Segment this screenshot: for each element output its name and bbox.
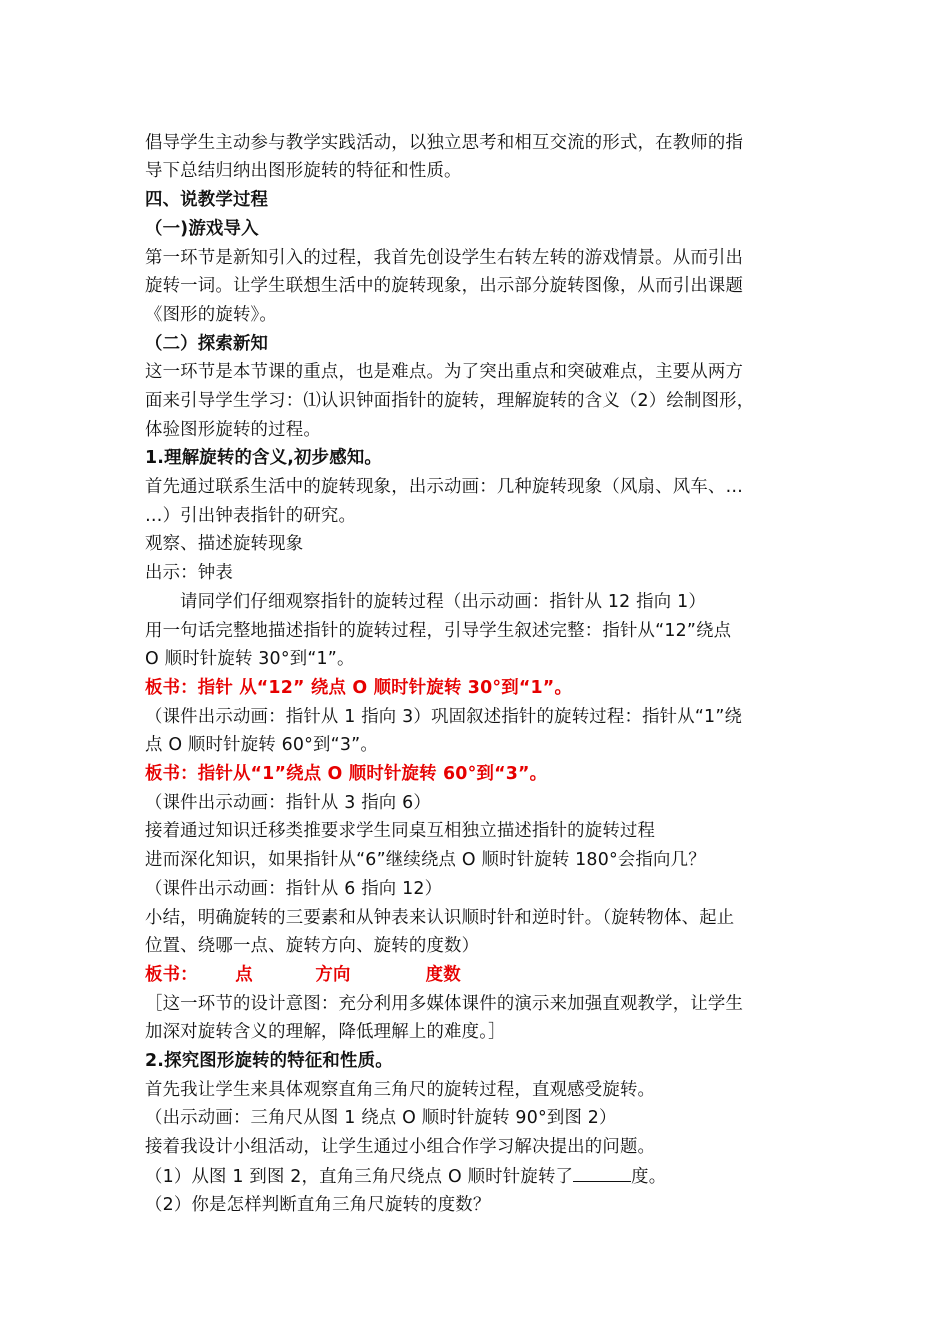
paragraph-line: 这一环节是本节课的重点，也是难点。为了突出重点和突破难点，主要从两方	[145, 362, 744, 382]
board-note: 板书： 点 方向 度数	[145, 965, 461, 985]
paragraph-line: 请同学们仔细观察指针的旋转过程（出示动画：指针从 12 指向 1）	[180, 592, 706, 612]
paragraph-line: 体验图形旋转的过程。	[145, 420, 321, 440]
paragraph-line: 接着通过知识迁移类推要求学生同桌互相独立描述指针的旋转过程	[145, 821, 656, 841]
question-unit: 度。	[631, 1167, 667, 1187]
paragraph-line: （课件出示动画：指针从 3 指向 6）	[145, 793, 431, 813]
paragraph-line: 位置、绕哪一点、旋转方向、旋转的度数）	[145, 936, 480, 956]
paragraph-line: O 顺时针旋转 30°到“1”。	[145, 649, 355, 669]
paragraph-line: 用一句话完整地描述指针的旋转过程，引导学生叙述完整：指针从“12”绕点	[145, 621, 732, 641]
paragraph-line: （出示动画：三角尺从图 1 绕点 O 顺时针旋转 90°到图 2）	[145, 1108, 617, 1128]
numbered-heading: 2.探究图形旋转的特征和性质。	[145, 1051, 393, 1071]
paragraph-line: （课件出示动画：指针从 1 指向 3）巩固叙述指针的旋转过程：指针从“1”绕	[145, 707, 743, 727]
numbered-heading: 1.理解旋转的含义,初步感知。	[145, 448, 383, 468]
paragraph-line: 点 O 顺时针旋转 60°到“3”。	[145, 735, 378, 755]
paragraph-line: 首先通过联系生活中的旋转现象，出示动画：几种旋转现象（风扇、风车、…	[145, 477, 744, 497]
paragraph-line: 观察、描述旋转现象	[145, 534, 304, 554]
paragraph-line: 接着我设计小组活动，让学生通过小组合作学习解决提出的问题。	[145, 1137, 656, 1157]
paragraph-line: 加深对旋转含义的理解，降低理解上的难度。］	[145, 1022, 506, 1042]
paragraph-line: 《图形的旋转》。	[145, 305, 278, 325]
paragraph-line: 进而深化知识，如果指针从“6”继续绕点 O 顺时针旋转 180°会指向几？	[145, 850, 706, 870]
section-heading: 四、说教学过程	[145, 190, 269, 210]
paragraph-line: 旋转一词。让学生联想生活中的旋转现象，出示部分旋转图像，从而引出课题	[145, 276, 744, 296]
paragraph-line: ［这一环节的设计意图：充分利用多媒体课件的演示来加强直观教学，让学生	[145, 994, 744, 1014]
board-note: 板书：指针从“1”绕点 O 顺时针旋转 60°到“3”。	[145, 764, 548, 784]
paragraph-line: 出示：钟表	[145, 563, 233, 583]
subsection-heading: （二）探索新知	[145, 334, 269, 354]
paragraph-line: 第一环节是新知引入的过程，我首先创设学生右转左转的游戏情景。从而引出	[145, 248, 744, 268]
paragraph-line: 导下总结归纳出图形旋转的特征和性质。	[145, 161, 462, 181]
paragraph-line: …）引出钟表指针的研究。	[145, 506, 357, 526]
paragraph-line: 面来引导学生学习：⑴认识钟面指针的旋转，理解旋转的含义（2）绘制图形，	[145, 391, 755, 411]
question-line	[145, 1165, 666, 1188]
paragraph-line: 倡导学生主动参与教学实践活动，以独立思考和相互交流的形式，在教师的指	[145, 133, 744, 153]
question-text: （1）从图 1 到图 2，直角三角尺绕点 O 顺时针旋转了	[145, 1167, 574, 1187]
question-line: （2）你是怎样判断直角三角尺旋转的度数？	[145, 1195, 491, 1215]
board-note: 板书：指针 从“12” 绕点 O 顺时针旋转 30°到“1”。	[145, 678, 573, 698]
paragraph-line: （课件出示动画：指针从 6 指向 12）	[145, 879, 443, 899]
paragraph-line: 小结，明确旋转的三要素和从钟表来认识顺时针和逆时针。（旋转物体、起止	[145, 908, 735, 928]
paragraph-line: 首先我让学生来具体观察直角三角尺的旋转过程，直观感受旋转。	[145, 1080, 656, 1100]
subsection-heading: （一)游戏导入	[145, 219, 259, 239]
answer-blank	[573, 1165, 631, 1182]
